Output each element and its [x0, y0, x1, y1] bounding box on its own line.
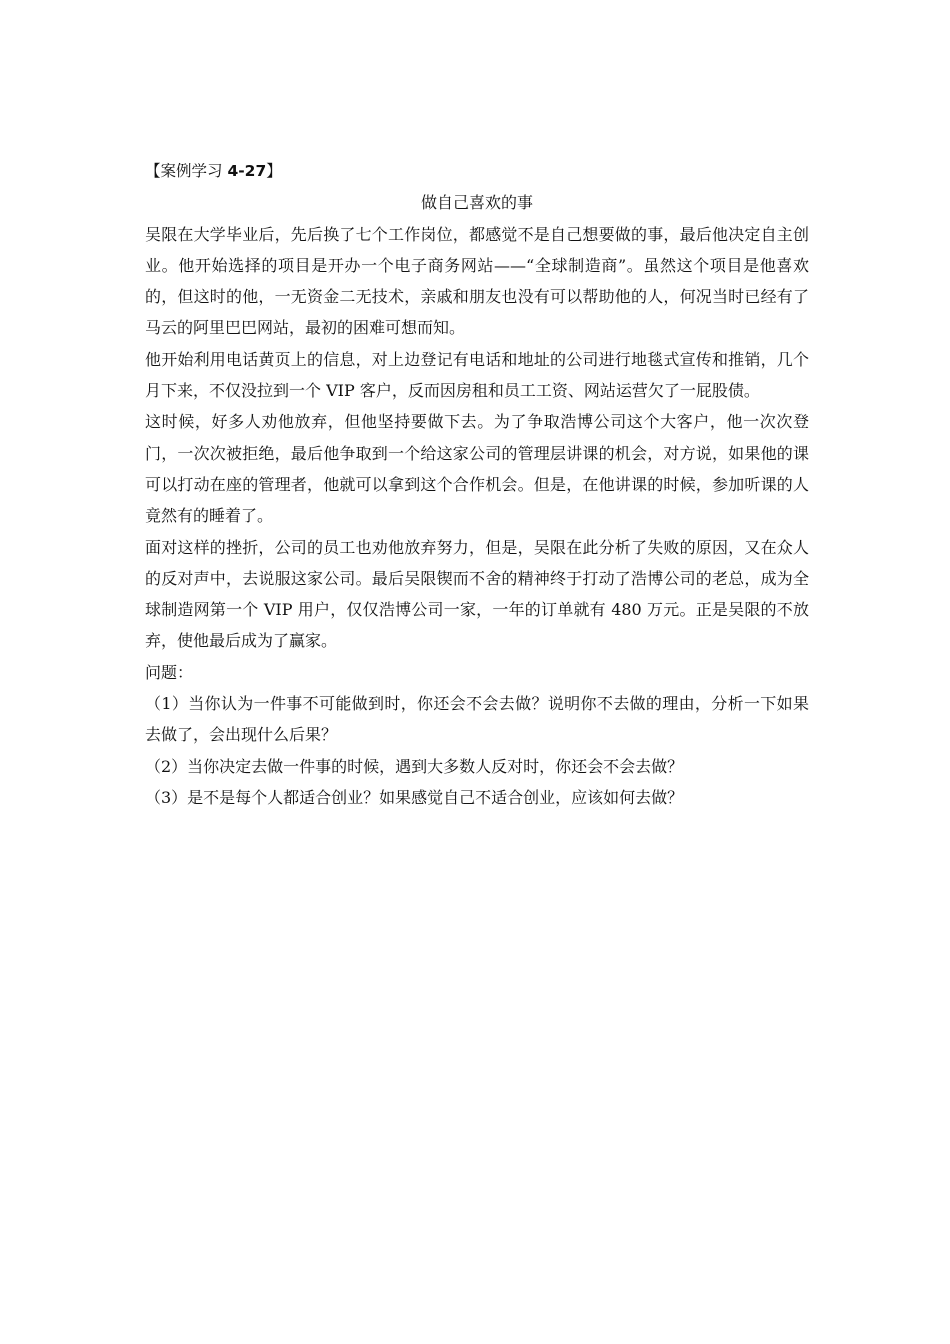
- question-1: （1）当你认为一件事不可能做到时，你还会不会去做？说明你不去做的理由，分析一下如果去做了，会出现什么后果？: [145, 694, 809, 745]
- question-3: （3）是不是每个人都适合创业？如果感觉自己不适合创业，应该如何去做？: [145, 787, 684, 807]
- article-title: 做自己喜欢的事: [420, 193, 533, 213]
- paragraph-3: 这时候，好多人劝他放弃，但他坚持要做下去。为了争取浩博公司这个大客户，他一次次登门，一次次被拒绝，最后他争取到一个给这家公司的管理层讲课的机会，对方说，如果他的课可以打动在座的管理者，他就可以拿到这个合作机会。但是，在他讲课的时候，参加听课的人竟然有的睡着了。: [145, 412, 809, 526]
- question-2: （2）当你决定去做一件事的时候，遇到大多数人反对时，你还会不会去做？: [145, 756, 684, 776]
- case-label-prefix: 【案例学习: [145, 162, 228, 180]
- case-label: [145, 156, 809, 187]
- case-number: 4-27: [227, 162, 267, 180]
- paragraph-1: 吴限在大学毕业后，先后换了七个工作岗位，都感觉不是自己想要做的事，最后他决定自主创业。他开始选择的项目是开办一个电子商务网站——“全球制造商”。虽然这个项目是他喜欢的，但这时的他，一无资金二无技术，亲戚和朋友也没有可以帮助他的人，何况当时已经有了马云的阿里巴巴网站，最初的困难可想而知。: [145, 224, 809, 338]
- document-body: [145, 156, 809, 813]
- paragraph-4: 面对这样的挫折，公司的员工也劝他放弃努力，但是，吴限在此分析了失败的原因，又在众人的反对声中，去说服这家公司。最后吴限锲而不舍的精神终于打动了浩博公司的老总，成为全球制造网第一个 VIP 用户，仅仅浩博公司一家，一年的订单就有 480 万元。正是吴限的不放弃，使他最后成为了赢家。: [145, 537, 809, 651]
- paragraph-2: 他开始利用电话黄页上的信息，对上边登记有电话和地址的公司进行地毯式宣传和推销，几个月下来，不仅没拉到一个 VIP 客户，反而因房租和员工工资、网站运营欠了一屁股债。: [145, 349, 809, 401]
- questions-label: 问题：: [145, 662, 194, 682]
- case-label-suffix: 】: [266, 162, 282, 180]
